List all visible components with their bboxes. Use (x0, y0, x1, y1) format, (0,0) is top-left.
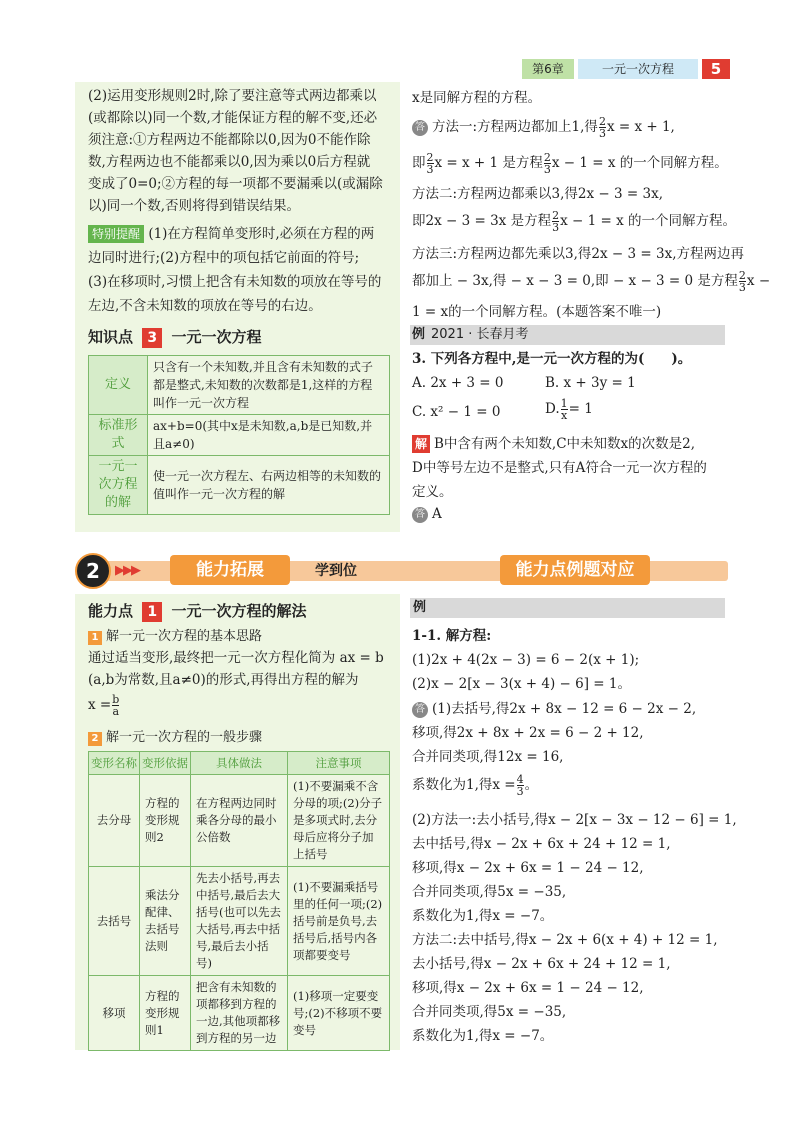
ability-point-heading (88, 600, 307, 622)
tip-label: 特别提醒 (88, 225, 144, 243)
solution-line: D中等号左边不是整式,只有A符合一元一次方程的 (412, 460, 707, 476)
col-header: 具体做法 (191, 752, 288, 775)
col-header: 注意事项 (288, 752, 390, 775)
method-text: x = x + 1 是方程 (434, 155, 543, 171)
definition-table (88, 355, 390, 515)
method-two-line: 方法二:方程两边都乘以3,得2x − 3 = 3x, (412, 186, 664, 202)
ap-title: 一元一次方程的解法 (171, 602, 307, 620)
left-paragraph-line: 变成了0=0;②方程的每一项都不要漏乘以(或漏除 (88, 176, 383, 192)
table-cell: ax+b=0(其中x是未知数,a,b是已知数,并且a≠0) (148, 415, 390, 456)
fraction: $\frac{2}{3}$ (426, 151, 434, 176)
table-cell: 方程的变形规则1 (140, 976, 191, 1051)
banner-number: 2 (75, 553, 111, 589)
option-c[interactable]: C. x² − 1 = 0 (412, 404, 501, 420)
answer-icon: 答 (412, 507, 428, 523)
equation-2: (2)x − 2[x − 3(x + 4) − 6] = 1。 (412, 676, 631, 692)
table-cell: 使一元一次方程左、右两边相等的未知数的值叫作一元一次方程的解 (148, 456, 390, 515)
question-3: 3. 下列各方程中,是一元一次方程的为( )。 (412, 351, 692, 367)
table-cell: (1)移项一定要变号;(2)不移项不要变号 (288, 976, 390, 1051)
sub-number: 1 (88, 631, 102, 645)
exercise-title: 1-1. 解方程: (412, 628, 492, 644)
ap-number: 1 (142, 602, 162, 622)
tab-examples: 能力点例题对应 (500, 555, 650, 585)
tip-line: (3)在移项时,习惯上把含有未知数的项放在等号的 (88, 274, 382, 290)
table-cell: 去括号 (89, 867, 140, 976)
sub-number: 2 (88, 732, 102, 746)
solution-text: B中含有两个未知数,C中未知数x的次数是2, (434, 436, 696, 452)
ap-label: 能力点 (88, 602, 134, 620)
method-three-cont (412, 270, 770, 293)
table-cell: 先去小括号,再去中括号,最后去大括号(也可以先去大括号,再去中括号,最后去小括号) (191, 867, 288, 976)
method-one-cont (412, 152, 728, 175)
option-d[interactable] (545, 398, 593, 421)
option-text: = 1 (568, 401, 593, 417)
example-source: 2021 · 长春月考 (431, 327, 529, 342)
table-cell: 去分母 (89, 775, 140, 867)
col-header: 变形依据 (140, 752, 191, 775)
table-cell: 把含有未知数的项都移到方程的一边,其他项都移到方程的另一边 (191, 976, 288, 1051)
fraction: $\frac{2}{3}$ (543, 151, 551, 176)
fraction: $\frac{4}{3}$ (516, 773, 524, 798)
method-two-cont (412, 210, 736, 233)
method-three-line: 方法三:方程两边都先乘以3,得2x − 3 = 3x,方程两边再 (412, 246, 745, 262)
solution-line: 系数化为1,得x = −7。 (412, 908, 554, 924)
table-head: 一元一次方程的解 (89, 456, 148, 515)
s1-line: (a,b为常数,且a≠0)的形式,再得出方程的解为 (88, 672, 359, 688)
solution-line: 去中括号,得x − 2x + 6x + 24 + 12 = 1, (412, 836, 671, 852)
method-text: 即2x − 3 = 3x 是方程 (412, 213, 552, 229)
fraction: $\frac{b}{a}$ (112, 693, 120, 718)
page-header (522, 59, 730, 79)
method-text: x − 1 = x 的一个同解方程。 (560, 213, 736, 229)
s1-solution (88, 694, 120, 717)
solution-text: 。 (524, 777, 539, 793)
col-header: 变形名称 (89, 752, 140, 775)
method-text: x − 1 = x 的一个同解方程。 (551, 155, 728, 171)
solution-line: 定义。 (412, 484, 453, 500)
method-text: 都加上 − 3x,得 − x − 3 = 0,即 − x − 3 = 0 是方程 (412, 273, 738, 289)
kp-label: 知识点 (88, 328, 134, 346)
example-header (412, 325, 529, 345)
solution-line: 去小括号,得x − 2x + 6x + 24 + 12 = 1, (412, 956, 671, 972)
steps-table (88, 751, 390, 1051)
left-paragraph-line: 以)同一个数,否则将得到错误结果。 (88, 198, 301, 214)
tab-learn: 学到位 (315, 563, 357, 579)
tip-line: 左边,不含未知数的项放在等号的右边。 (88, 298, 322, 314)
table-row (89, 775, 390, 867)
subsection-2 (88, 729, 262, 747)
answer-line (412, 504, 442, 524)
fraction: $\frac{2}{3}$ (552, 209, 560, 234)
fraction: $\frac{2}{3}$ (598, 115, 606, 140)
tip-text: (1)在方程简单变形时,必须在方程的两 (148, 226, 375, 242)
method-one-line (412, 116, 675, 139)
solution-line (412, 699, 696, 719)
solution-line: 系数化为1,得x = −7。 (412, 1028, 554, 1044)
solution-line: 方法二:去中括号,得x − 2x + 6(x + 4) + 12 = 1, (412, 932, 718, 948)
option-a[interactable]: A. 2x + 3 = 0 (412, 375, 504, 391)
solution-line: (2)方法一:去小括号,得x − 2[x − 3x − 12 − 6] = 1, (412, 812, 737, 828)
table-cell: 移项 (89, 976, 140, 1051)
example-icon: 例 (413, 600, 427, 615)
table-row (89, 356, 390, 415)
example-icon: 例 (412, 327, 426, 342)
table-cell: 方程的变形规则2 (140, 775, 191, 867)
left-paragraph-line: 数,方程两边也不能都乘以0,因为乘以0后方程就 (88, 154, 371, 170)
table-cell: 只含有一个未知数,并且含有未知数的式子都是整式,未知数的次数都是1,这样的方程叫作一元一次方程 (148, 356, 390, 415)
answer-icon: 答 (412, 702, 428, 718)
method-text: x − (746, 273, 771, 289)
fraction: $\frac{2}{3}$ (738, 269, 746, 294)
answer-text: A (432, 506, 442, 522)
solution-text: (1)去括号,得2x + 8x − 12 = 6 − 2x − 2, (432, 701, 697, 717)
solution-icon: 解 (412, 435, 430, 453)
s1-line: 通过适当变形,最终把一元一次方程化简为 ax = b (88, 650, 384, 666)
section-banner (75, 553, 728, 589)
table-cell: 乘法分配律、去括号法则 (140, 867, 191, 976)
left-paragraph-line: (2)运用变形规则2时,除了要注意等式两边都乘以 (88, 88, 377, 104)
solution-line: 移项,得x − 2x + 6x = 1 − 24 − 12, (412, 980, 644, 996)
table-row (89, 415, 390, 456)
s1-x: x = (88, 697, 112, 713)
coefficient-line (412, 774, 538, 797)
left-paragraph-line: (或都除以)同一个数,才能保证方程的解不变,还必 (88, 110, 378, 126)
tip-line: 边同时进行;(2)方程中的项包括它前面的符号; (88, 250, 360, 266)
option-text: D. (545, 401, 560, 417)
solution-line: 合并同类项,得12x = 16, (412, 749, 564, 765)
example-bar (410, 598, 725, 618)
tab-ability: 能力拓展 (170, 555, 290, 585)
table-header-row (89, 752, 390, 775)
sub-title: 解一元一次方程的基本思路 (106, 629, 263, 644)
knowledge-point-heading (88, 326, 262, 348)
kp-title: 一元一次方程 (171, 328, 262, 346)
banner-arrows: ▶▶▶ (115, 563, 139, 578)
method-three-end: 1 = x的一个同解方程。(本题答案不唯一) (412, 304, 662, 320)
solution-text: 系数化为1,得x = (412, 777, 516, 793)
solution-line (412, 434, 695, 454)
table-cell: 在方程两边同时乘各分母的最小公倍数 (191, 775, 288, 867)
left-paragraph-line: 须注意:①方程两边不能都除以0,因为0不能作除 (88, 132, 371, 148)
table-row (89, 456, 390, 515)
fraction: $\frac{1}{x}$ (560, 397, 568, 422)
method-text: x = x + 1, (606, 119, 675, 135)
sub-title: 解一元一次方程的一般步骤 (106, 730, 263, 745)
table-head: 定义 (89, 356, 148, 415)
solution-line: 移项,得2x + 8x + 2x = 6 − 2 + 12, (412, 725, 644, 741)
table-head: 标准形式 (89, 415, 148, 456)
table-row (89, 976, 390, 1051)
table-cell: (1)不要漏乘括号里的任何一项;(2)括号前是负号,去括号后,括号内各项都要变号 (288, 867, 390, 976)
kp-number: 3 (142, 328, 162, 348)
chapter-label: 第6章 (522, 59, 574, 79)
subsection-1 (88, 628, 262, 646)
equation-1: (1)2x + 4(2x − 3) = 6 − 2(x + 1); (412, 652, 640, 668)
solution-line: 合并同类项,得5x = −35, (412, 884, 567, 900)
option-b[interactable]: B. x + 3y = 1 (545, 375, 636, 391)
page-number: 5 (702, 59, 730, 79)
table-cell: (1)不要漏乘不含分母的项;(2)分子是多项式时,去分母后应将分子加上括号 (288, 775, 390, 867)
chapter-title: 一元一次方程 (578, 59, 698, 79)
method-text: 即 (412, 155, 426, 171)
tip-line (88, 224, 374, 244)
right-line: x是同解方程的方程。 (412, 90, 542, 106)
table-row (89, 867, 390, 976)
answer-icon: 答 (412, 120, 428, 136)
method-text: 方法一:方程两边都加上1,得 (432, 119, 598, 135)
solution-line: 移项,得x − 2x + 6x = 1 − 24 − 12, (412, 860, 644, 876)
solution-line: 合并同类项,得5x = −35, (412, 1004, 567, 1020)
